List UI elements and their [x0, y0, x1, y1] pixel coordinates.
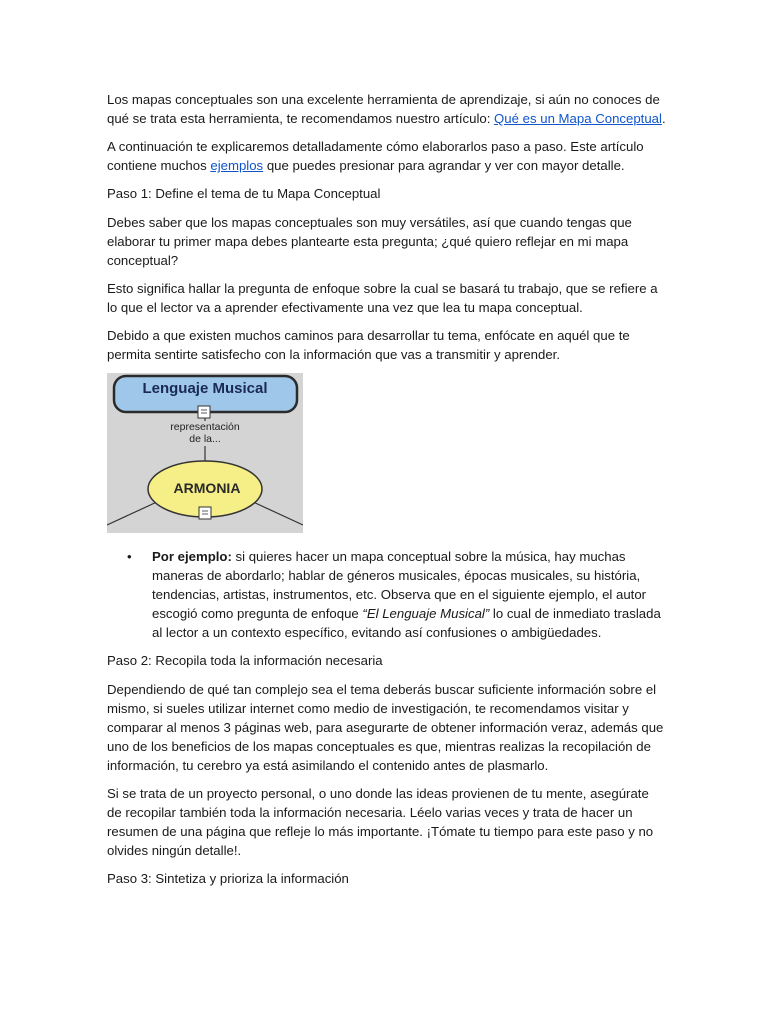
intro-text: Los mapas conceptuales son una excelente herramienta de aprendizaje, si aún no conoces de qué se trata esta herramienta, te recomendamos nuestro artículo:: [107, 92, 660, 126]
explanation-paragraph: [107, 137, 667, 175]
example-quote: “El Lenguaje Musical”: [362, 606, 490, 621]
concept-map-image: [107, 373, 303, 533]
map-child-node: ARMONIA: [173, 480, 241, 496]
note-icon: [199, 507, 211, 519]
focus-question-paragraph: Esto significa hallar la pregunta de enfoque sobre la cual se basará tu trabajo, que se refiere a lo que el lector va a aprender efectivamente una vez que lea tu mapa conceptual.: [107, 281, 658, 315]
bullet-marker: •: [127, 549, 132, 564]
map-link-label: [107, 421, 303, 445]
paths-paragraph: Debido a que existen muchos caminos para desarrollar tu tema, enfócate en aquél que te permita sentirte satisfecho con la información que vas a transmitir y aprender.: [107, 328, 630, 362]
concept-map-article-link[interactable]: Qué es un Mapa Conceptual: [494, 111, 662, 126]
example-lead: Por ejemplo:: [152, 549, 232, 564]
article-body: [107, 90, 667, 898]
intro-paragraph: [107, 90, 667, 128]
examples-link[interactable]: ejemplos: [210, 158, 264, 173]
link-label-line-1: representación: [170, 421, 240, 433]
example-text-end: lo cual de inmediato traslada al lector a un contexto específico, evitando así confusiones o ambigüedades.: [152, 606, 661, 640]
research-paragraph: Dependiendo de qué tan complejo sea el tema deberás buscar suficiente información sobre el mismo, si sueles utilizar internet como medio de investigación, te recomendamos visitar y comparar al menos 3 páginas web, para asegurarte de obtener información veraz, además que uno de los beneficios de los mapas conceptuales es que, mientras realizas la recopilación de información, tu cerebro ya está asimilando el contenido antes de plasmarlo.: [107, 682, 664, 773]
intro-end: .: [661, 111, 666, 126]
note-icon: [198, 406, 210, 418]
map-root-node: Lenguaje Musical: [142, 380, 268, 397]
explanation-text: A continuación te explicaremos detalladamente cómo elaborarlos paso a paso. Este artículo contiene muchos: [107, 139, 644, 173]
step-3-heading: Paso 3: Sintetiza y prioriza la información: [107, 871, 349, 886]
link-label-line-2: de la...: [189, 433, 221, 445]
example-list: [107, 547, 667, 642]
explanation-end: que puedes presionar para agrandar y ver con mayor detalle.: [263, 158, 625, 173]
example-text: si quieres hacer un mapa conceptual sobre la música, hay muchas maneras de abordarlo; hablar de géneros musicales, épocas musicales, su história, tendencias, artistas, instrumentos, etc. Observa que en el siguiente ejemplo, el autor escogió como pregunta de enfoque: [152, 549, 647, 621]
list-item: [107, 547, 667, 642]
step-2-heading: Paso 2: Recopila toda la información necesaria: [107, 653, 383, 668]
personal-project-paragraph: Si se trata de un proyecto personal, o uno donde las ideas provienen de tu mente, asegúrate de recopilar también toda la información necesaria. Léelo varias veces y trata de hacer un resumen de una página que refleje lo más importante. ¡Tómate tu tiempo para este paso y no olvides ningún detalle!.: [107, 786, 654, 858]
versatility-paragraph: Debes saber que los mapas conceptuales son muy versátiles, así que cuando tengas que elaborar tu primer mapa debes plantearte esta pregunta; ¿qué quiero reflejar en mi mapa conceptual?: [107, 215, 632, 268]
step-1-heading: Paso 1: Define el tema de tu Mapa Conceptual: [107, 186, 381, 201]
